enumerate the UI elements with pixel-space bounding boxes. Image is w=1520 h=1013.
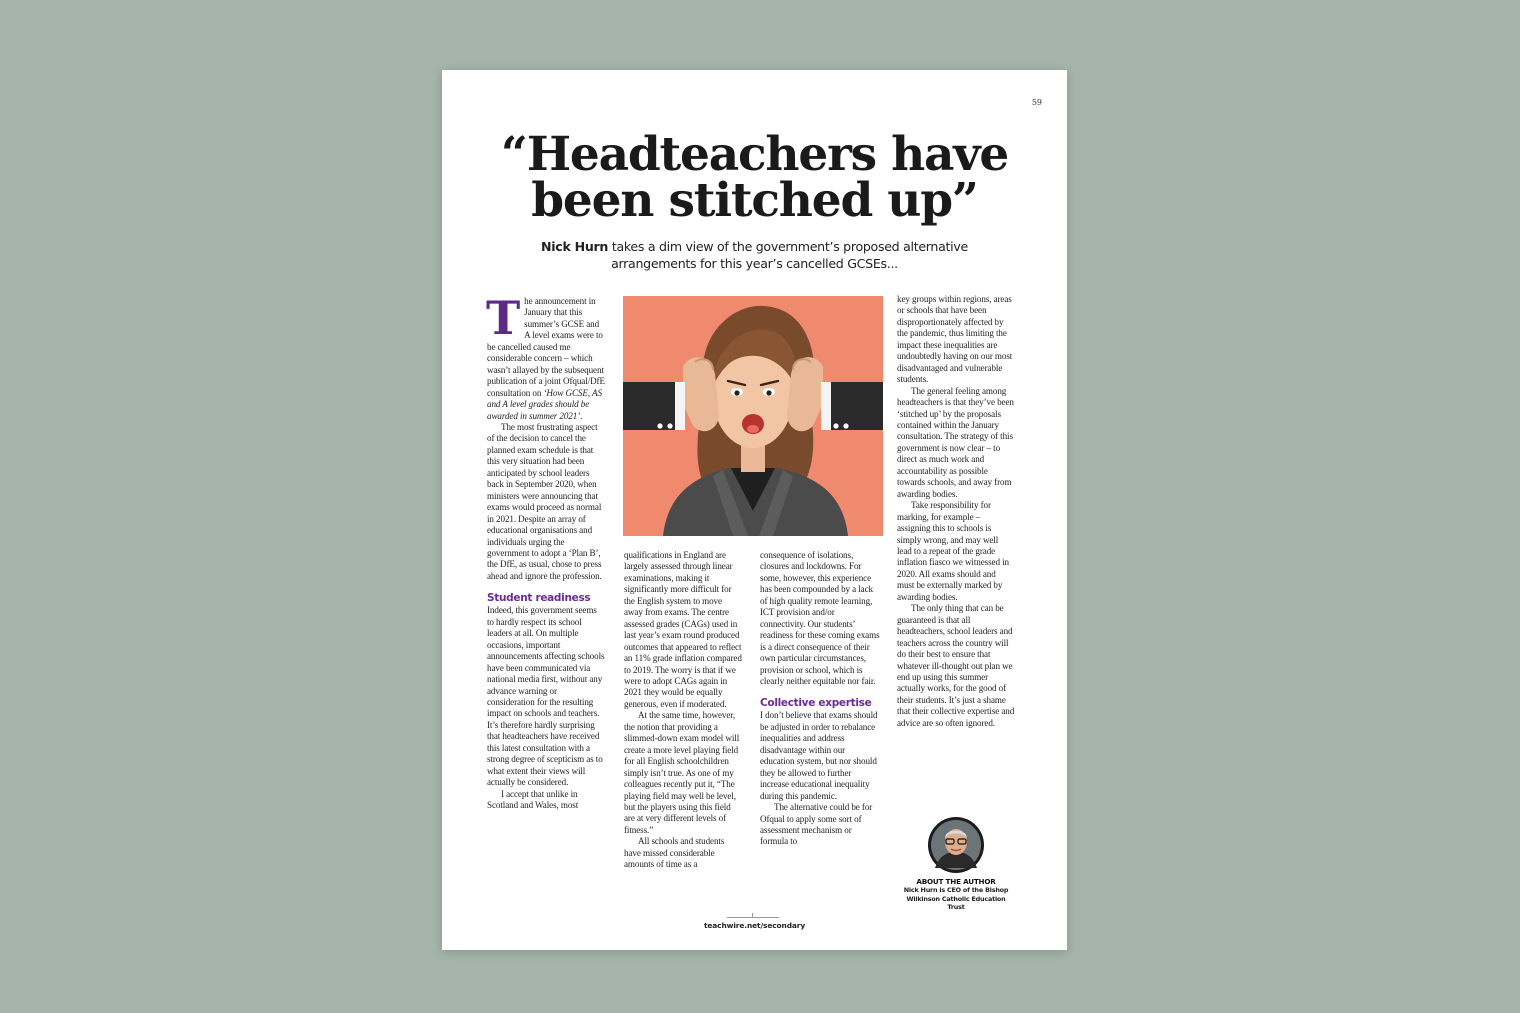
headline-line-2: been stitched up” — [531, 173, 978, 228]
about-the-author-text — [897, 886, 1015, 912]
magazine-page — [442, 70, 1067, 950]
author-bio-line-2: Wilkinson Catholic Education Trust — [906, 894, 1006, 911]
paragraph: All schools and students have missed considerable amounts of time as a — [624, 836, 725, 870]
article-column-4 — [897, 294, 1015, 729]
paragraph: The general feeling among headteachers is that they’ve been ‘stitched up’ by the proposals contained within the January consultation. The strategy of this government is now clear – to direct as much work and accountability as possible towards schools, and away from awarding bodies. — [897, 385, 1014, 499]
paragraph: qualifications in England are largely assessed through linear examinations, making it significantly more difficult for the English system to move away from exams. The centre assessed grades (CAGs) used in last year’s exam round produced outcomes that appeared to reflect an 11% grade inflation compared to 2019. The worry is that if we were to adopt CAGs again in 2021 they would be equally generous, even if moderated. — [624, 550, 742, 709]
subhead-collective-expertise: Collective expertise — [760, 697, 872, 710]
footer-divider — [727, 917, 779, 918]
standfirst-line-2: arrangements for this year’s cancelled GCSEs... — [611, 256, 898, 271]
paragraph-text: he announcement in January that this summer’s GCSE and A level exams were to be cancelled caused me considerable concern – which wasn’t allayed by the subsequent publication of a joint Ofqual/DfE consultation on — [487, 296, 605, 398]
page-number: 59 — [1031, 98, 1042, 107]
illustration-woman-covering-ears — [623, 296, 883, 536]
article-column-1 — [486, 291, 605, 811]
author-bio-line-1: Nick Hurn is CEO of the Bishop — [903, 886, 1009, 894]
standfirst-author: Nick Hurn — [541, 239, 609, 254]
standfirst — [512, 238, 997, 272]
drop-cap: T — [486, 291, 521, 345]
standfirst-line-1: takes a dim view of the government’s proposed alternative — [608, 239, 968, 254]
paragraph: I don’t believe that exams should be adjusted in order to rebalance inequalities and address disadvantage within our education system, but nor should they be allowed to further increase educational inequality during this pandemic. — [760, 710, 878, 801]
paragraph-end: . — [580, 410, 583, 421]
paragraph: Indeed, this government seems to hardly respect its school leaders at all. On multiple occasions, important announcements affecting schools have been communicated via national media first, without any advance warning or consideration for the resulting impact on schools and teachers. It’s therefore hardly surprising that headteachers have received this latest consultation with a strong degree of scepticism as to what extent their views will actually be considered. — [487, 605, 605, 788]
paragraph: consequence of isolations, closures and lockdowns. For some, however, this experience has been compounded by a lack of high quality remote learning, ICT provision and/or connectivity. Our students’ readiness for these coming exams is a direct consequence of their own particular circumstances, provision or school, which is clearly neither equitable nor fair. — [760, 550, 880, 686]
footer-url: teachwire.net/secondary — [703, 921, 806, 930]
paragraph: The alternative could be for Ofqual to apply some sort of assessment mechanism or formula to — [760, 802, 873, 847]
paragraph: I accept that unlike in Scotland and Wales, most — [487, 788, 579, 811]
footer-divider-tick — [752, 913, 753, 918]
subhead-student-readiness: Student readiness — [487, 592, 591, 605]
article-column-3 — [760, 550, 880, 848]
headline-line-1: “Headteachers have — [500, 127, 1009, 182]
headline — [442, 127, 1067, 228]
paragraph — [486, 291, 605, 422]
article-column-2 — [624, 550, 742, 871]
paragraph: At the same time, however, the notion that providing a slimmed-down exam model will create a more level playing field for all English schoolchildren simply isn’t true. As one of my colleagues recently put it, “The playing field may well be level, but the players using this field are at very different levels of fitness.” — [624, 710, 740, 835]
consultation-title: ‘How GCSE, AS and A level grades should be awarded in summer 2021’ — [487, 387, 602, 421]
about-the-author-title: ABOUT THE AUTHOR — [916, 877, 996, 886]
about-the-author — [897, 816, 1015, 912]
paragraph: key groups within regions, areas or schools that have been disproportionately affected by the pandemic, thus limiting the impact these inequalities are undoubtedly having on our most disadvantaged and vulnerable students. — [897, 294, 1013, 385]
author-avatar — [927, 816, 985, 874]
paragraph: The only thing that can be guaranteed is that all headteachers, school leaders and teachers across the country will do their best to ensure that whatever ill-thought out plan we end up using this summer actually works, for the good of their students. It’s just a shame that their collective expertise and advice are so often ignored. — [897, 603, 1015, 728]
paragraph: Take responsibility for marking, for example – assigning this to schools is simply wrong, and may well lead to a repeat of the grade inflation fiasco we witnessed in 2020. All exams should and must be externally marked by awarding bodies. — [897, 500, 1009, 602]
paragraph: The most frustrating aspect of the decision to cancel the planned exam schedule is that this very situation had been anticipated by school leaders back in September 2020, when ministers were announcing that exams would proceed as normal in 2021. Despite an array of educational organisations and individuals urging the government to adopt a ‘Plan B’, the DfE, as usual, chose to press ahead and ignore the profession. — [487, 421, 602, 581]
